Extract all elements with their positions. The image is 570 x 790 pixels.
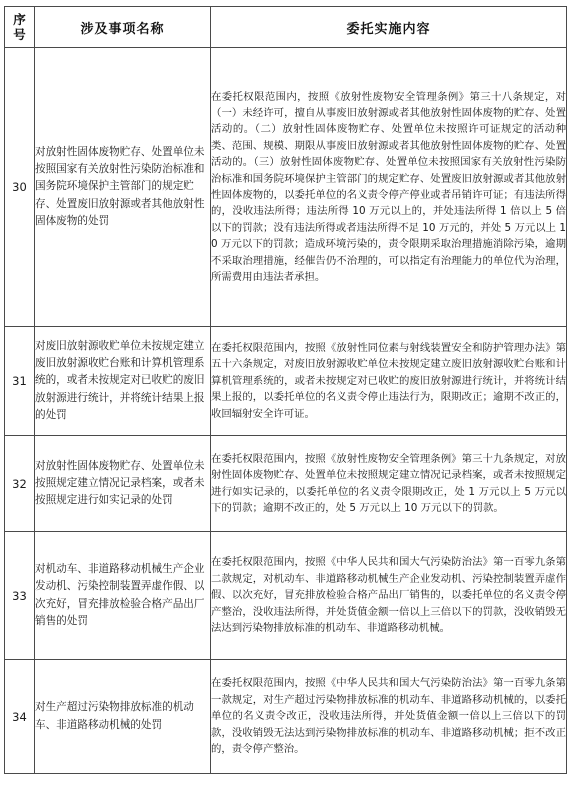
content-cell: 在委托权限范围内，按照《放射性废物安全管理条例》第三十九条规定，对放射性固体废物贮存、处置单位未按照规定建立情况记录档案，或者未按照规定进行如实记录的，以委托单位的名义责令限期改正，处 1 万元以上 5 万元以下的罚款；逾期不改正的，处 5 万元以上 10 万元以下的罚款。 (211, 436, 567, 532)
row-number: 34 (5, 660, 35, 774)
row-number: 30 (5, 48, 35, 327)
table-header-row (5, 7, 567, 48)
row-number: 31 (5, 327, 35, 436)
table-row (5, 48, 567, 327)
table-row (5, 532, 567, 660)
item-name-cell: 对机动车、非道路移动机械生产企业发动机、污染控制装置弄虚作假、以次充好，冒充排放检验合格产品出厂销售的处罚 (35, 532, 211, 660)
header-serial-char-2: 号 (13, 27, 26, 42)
content-cell: 在委托权限范围内，按照《放射性废物安全管理条例》第三十八条规定，对（一）未经许可，擅自从事废旧放射源或者其他放射性固体废物的贮存、处置活动的。（二）放射性固体废物贮存、处置单位未按照许可证规定的活动种类、范围、规模、期限从事废旧放射源或者其他放射性固体废物的贮存、处置活动的。（三）放射性固体废物贮存、处置单位未按照国家有关放射性污染防治标准和国务院环境保护主管部门的规定贮存、处置废旧放射源或者其他放射性固体废物的，以委托单位的名义责令停产停业或者吊销许可证；有违法所得的，没收违法所得；违法所得 10 万元以上的，并处违法所得 1 倍以上 5 倍以下的罚款；没有违法所得或者违法所得不足 10 万元的，并处 5 万元以上 10 万元以下的罚款；造成环境污染的，责令限期采取治理措施消除污染，逾期不采取治理措施，经催告仍不治理的，可以指定有治理能力的单位代为治理，所需费用由违法者承担。 (211, 48, 567, 327)
entrustment-table (4, 6, 567, 774)
header-serial-number (5, 7, 35, 48)
table-row (5, 660, 567, 774)
item-name-cell: 对放射性固体废物贮存、处置单位未按照国家有关放射性污染防治标准和国务院环境保护主管部门的规定贮存、处置废旧放射源或者其他放射性固体废物的处罚 (35, 48, 211, 327)
table-row (5, 327, 567, 436)
content-cell: 在委托权限范围内，按照《中华人民共和国大气污染防治法》第一百零九条第二款规定，对机动车、非道路移动机械生产企业发动机、污染控制装置弄虚作假、以次充好，冒充排放检验合格产品出厂销售的，以委托单位的名义责令停产整治，没收违法所得，并处货值金额一倍以上三倍以下的罚款，没收销毁无法达到污染物排放标准的机动车、非道路移动机械。 (211, 532, 567, 660)
header-serial-char-1: 序 (13, 12, 26, 27)
content-cell: 在委托权限范围内，按照《中华人民共和国大气污染防治法》第一百零九条第一款规定，对生产超过污染物排放标准的机动车、非道路移动机械的，以委托单位的名义责令改正，没收违法所得，并处货值金额一倍以上三倍以下的罚款，没收销毁无法达到污染物排放标准的机动车、非道路移动机械；拒不改正的，责令停产整治。 (211, 660, 567, 774)
row-number: 33 (5, 532, 35, 660)
content-cell: 在委托权限范围内，按照《放射性同位素与射线装置安全和防护管理办法》第五十六条规定，对废旧放射源收贮单位未按规定建立废旧放射源收贮台账和计算机管理系统的，或者未按规定对已收贮的废旧放射源进行统计，并将统计结果上报的，以委托单位的名义责令停止违法行为，限期改正；逾期不改正的，收回辐射安全许可证。 (211, 327, 567, 436)
table-row (5, 436, 567, 532)
header-item-name: 涉及事项名称 (35, 7, 211, 48)
item-name-cell: 对生产超过污染物排放标准的机动车、非道路移动机械的处罚 (35, 660, 211, 774)
item-name-cell: 对放射性固体废物贮存、处置单位未按照规定建立情况记录档案，或者未按照规定进行如实记录的处罚 (35, 436, 211, 532)
item-name-cell: 对废旧放射源收贮单位未按规定建立废旧放射源收贮台账和计算机管理系统的，或者未按规定对已收贮的废旧放射源进行统计，并将统计结果上报的处罚 (35, 327, 211, 436)
row-number: 32 (5, 436, 35, 532)
header-entrusted-content: 委托实施内容 (211, 7, 567, 48)
